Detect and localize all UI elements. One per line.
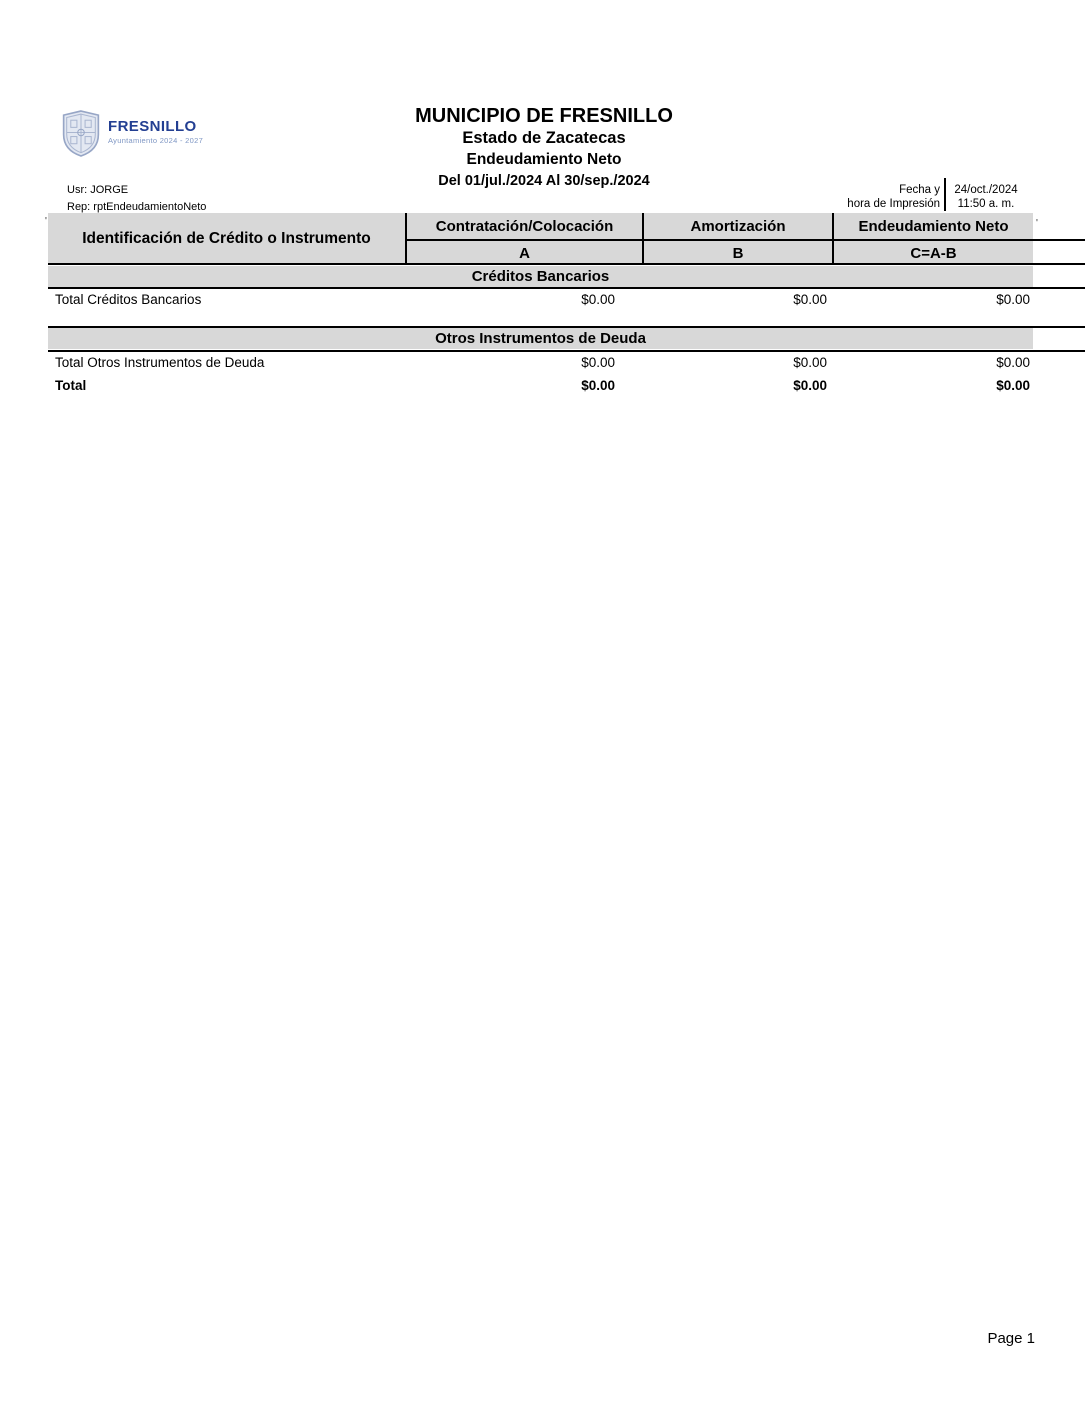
table-header (48, 213, 1033, 265)
section-banner-otros: Otros Instrumentos de Deuda (48, 328, 1033, 349)
print-label (790, 184, 940, 211)
column-header-amortizacion (642, 213, 832, 265)
report-name: Endeudamiento Neto (466, 151, 622, 168)
table-row-total-creditos (48, 292, 1033, 308)
meta-left (67, 182, 206, 216)
logo-subtitle: Ayuntamiento 2024 - 2027 (108, 136, 204, 145)
column-header-endeudamiento (832, 213, 1033, 265)
stray-tick-left: ' (45, 216, 47, 227)
column-header-contratacion (405, 213, 642, 265)
stray-tick-right: ' (1036, 218, 1038, 229)
banner-bottom-line (48, 287, 1085, 289)
report-id-label: Rep: rptEndeudamientoNeto (67, 201, 207, 213)
print-datetime (949, 184, 1023, 211)
row-label: Total Créditos Bancarios (55, 292, 202, 307)
column-header-endeudamiento-sub: C=A-B (910, 244, 957, 262)
logo-title: FRESNILLO (108, 118, 197, 135)
table-row-grand-total (48, 378, 1033, 394)
print-label-line1: Fecha y (899, 184, 940, 196)
column-header-contratacion-sub: A (519, 244, 530, 262)
column-header-amortizacion-label: Amortización (644, 213, 832, 241)
row-value-b: $0.00 (793, 355, 827, 370)
column-header-endeudamiento-label: Endeudamiento Neto (834, 213, 1033, 241)
column-header-contratacion-label: Contratación/Colocación (407, 213, 642, 241)
row-value-c: $0.00 (996, 355, 1030, 370)
print-time: 11:50 a. m. (957, 197, 1015, 210)
column-header-amortizacion-sub: B (732, 244, 744, 262)
print-label-line2: hora de Impresión (847, 197, 940, 210)
row-value-b: $0.00 (793, 378, 827, 393)
print-divider-line (944, 178, 946, 211)
row-label: Total Otros Instrumentos de Deuda (55, 355, 265, 370)
user-label: Usr: JORGE (67, 184, 129, 196)
banner-bottom-line-2 (48, 350, 1085, 352)
page-number: Page 1 (987, 1330, 1035, 1347)
table-row-total-otros (48, 355, 1033, 371)
report-title: MUNICIPIO DE FRESNILLO (415, 105, 673, 127)
report-period: Del 01/jul./2024 Al 30/sep./2024 (438, 173, 650, 189)
section-banner-creditos: Créditos Bancarios (48, 266, 1033, 287)
row-value-c: $0.00 (996, 292, 1030, 307)
print-date: 24/oct./2024 (954, 184, 1018, 196)
row-value-a: $0.00 (581, 355, 615, 370)
header-bottom-line (48, 263, 1085, 265)
header-subdivider-extension (1033, 239, 1085, 241)
column-header-identificacion: Identificación de Crédito o Instrumento (82, 230, 371, 247)
row-label: Total (55, 378, 87, 393)
row-value-a: $0.00 (581, 292, 615, 307)
report-state: Estado de Zacatecas (462, 129, 626, 147)
row-value-b: $0.00 (793, 292, 827, 307)
row-value-c: $0.00 (996, 378, 1030, 393)
row-value-a: $0.00 (581, 378, 615, 393)
